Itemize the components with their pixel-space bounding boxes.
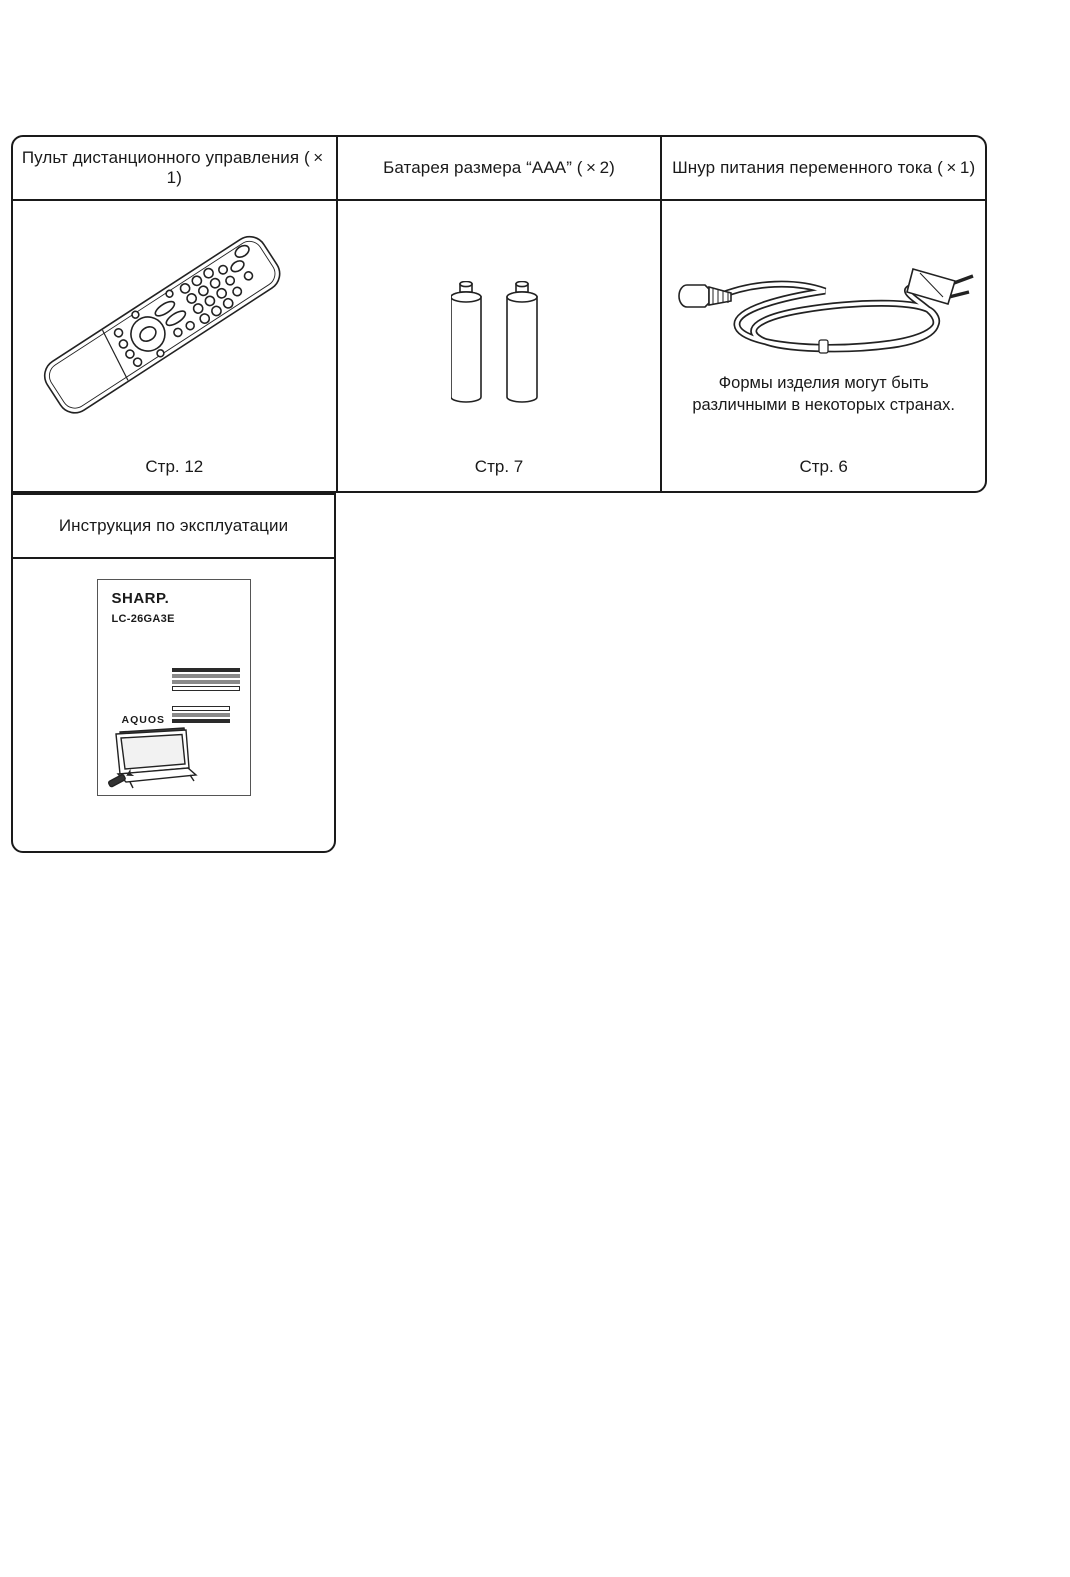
page-ref: Стр. 6 (799, 457, 848, 476)
tv-illustration (106, 726, 206, 792)
cell-header: Батарея размера “AAA” ( × 2) (338, 137, 661, 201)
cell-header: Инструкция по эксплуатации (13, 495, 334, 559)
power-cord-drawing (673, 247, 975, 365)
page-ref: Стр. 12 (145, 457, 204, 476)
model-number: LC-26GA3E (111, 613, 175, 625)
accessories-table (11, 135, 987, 493)
sharp-logo: SHARP. (111, 590, 170, 607)
operation-manual-cover-image (97, 579, 251, 796)
cell-body (13, 559, 334, 851)
tv-drawing (106, 726, 206, 792)
cell-batteries (338, 137, 663, 491)
manual-cell (11, 493, 336, 853)
cell-body (13, 201, 336, 491)
cover-text-lines (172, 706, 230, 723)
cell-header: Шнур питания переменного тока ( × 1) (662, 137, 985, 201)
cell-body (662, 201, 985, 491)
batteries-drawing (451, 281, 547, 407)
cell-remote-control (13, 137, 338, 491)
remote-control-drawing (28, 209, 320, 437)
cell-body (338, 201, 661, 491)
remote-control-image (13, 209, 336, 437)
cell-header: Пульт дистанционного управления ( × 1) (13, 137, 336, 201)
page-ref: Стр. 7 (474, 457, 524, 476)
aaa-batteries-image (338, 281, 661, 407)
cell-power-cord (662, 137, 985, 491)
cover-text-lines (172, 668, 240, 691)
ac-power-cord-image (662, 247, 985, 365)
variant-note: Формы изделия могут быть различными в некоторых странах. (692, 374, 955, 414)
aquos-logo: AQUOS (121, 714, 166, 726)
